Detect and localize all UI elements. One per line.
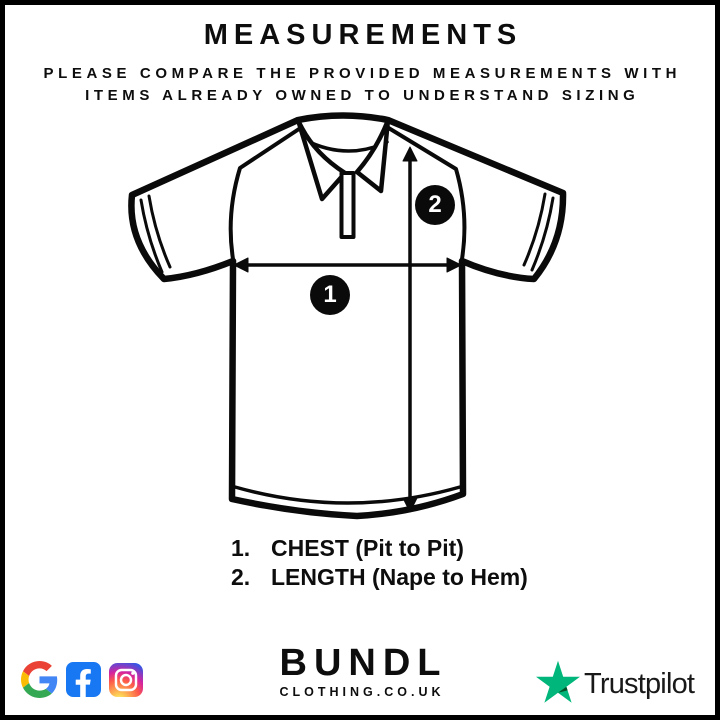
legend-item-number: 2. [231,563,251,590]
legend-item-label: CHEST (Pit to Pit) [271,535,464,561]
trustpilot-star-icon [536,660,580,709]
length-measure-marker: 2 [415,185,455,225]
placket [342,173,354,237]
subtitle-line-1-text: PLEASE COMPARE THE PROVIDED MEASUREMENTS WITH [43,65,682,82]
brand-name-text: BUNDL [279,642,448,684]
legend-item [231,534,528,563]
page-title-text: MEASUREMENTS [203,19,523,51]
measurement-legend [231,534,528,591]
brand-domain-text: CLOTHING.CO.UK [279,685,445,699]
legend-item-label: LENGTH (Nape to Hem) [271,563,528,590]
trustpilot-wordmark: Trustpilot [584,668,695,700]
trustpilot-logo [536,660,694,709]
legend-item-number: 1. [231,535,251,561]
chest-measure-marker: 1 [310,275,350,315]
subtitle-line-2-text: ITEMS ALREADY OWNED TO UNDERSTAND SIZING [85,87,640,104]
legend-item [231,563,528,592]
